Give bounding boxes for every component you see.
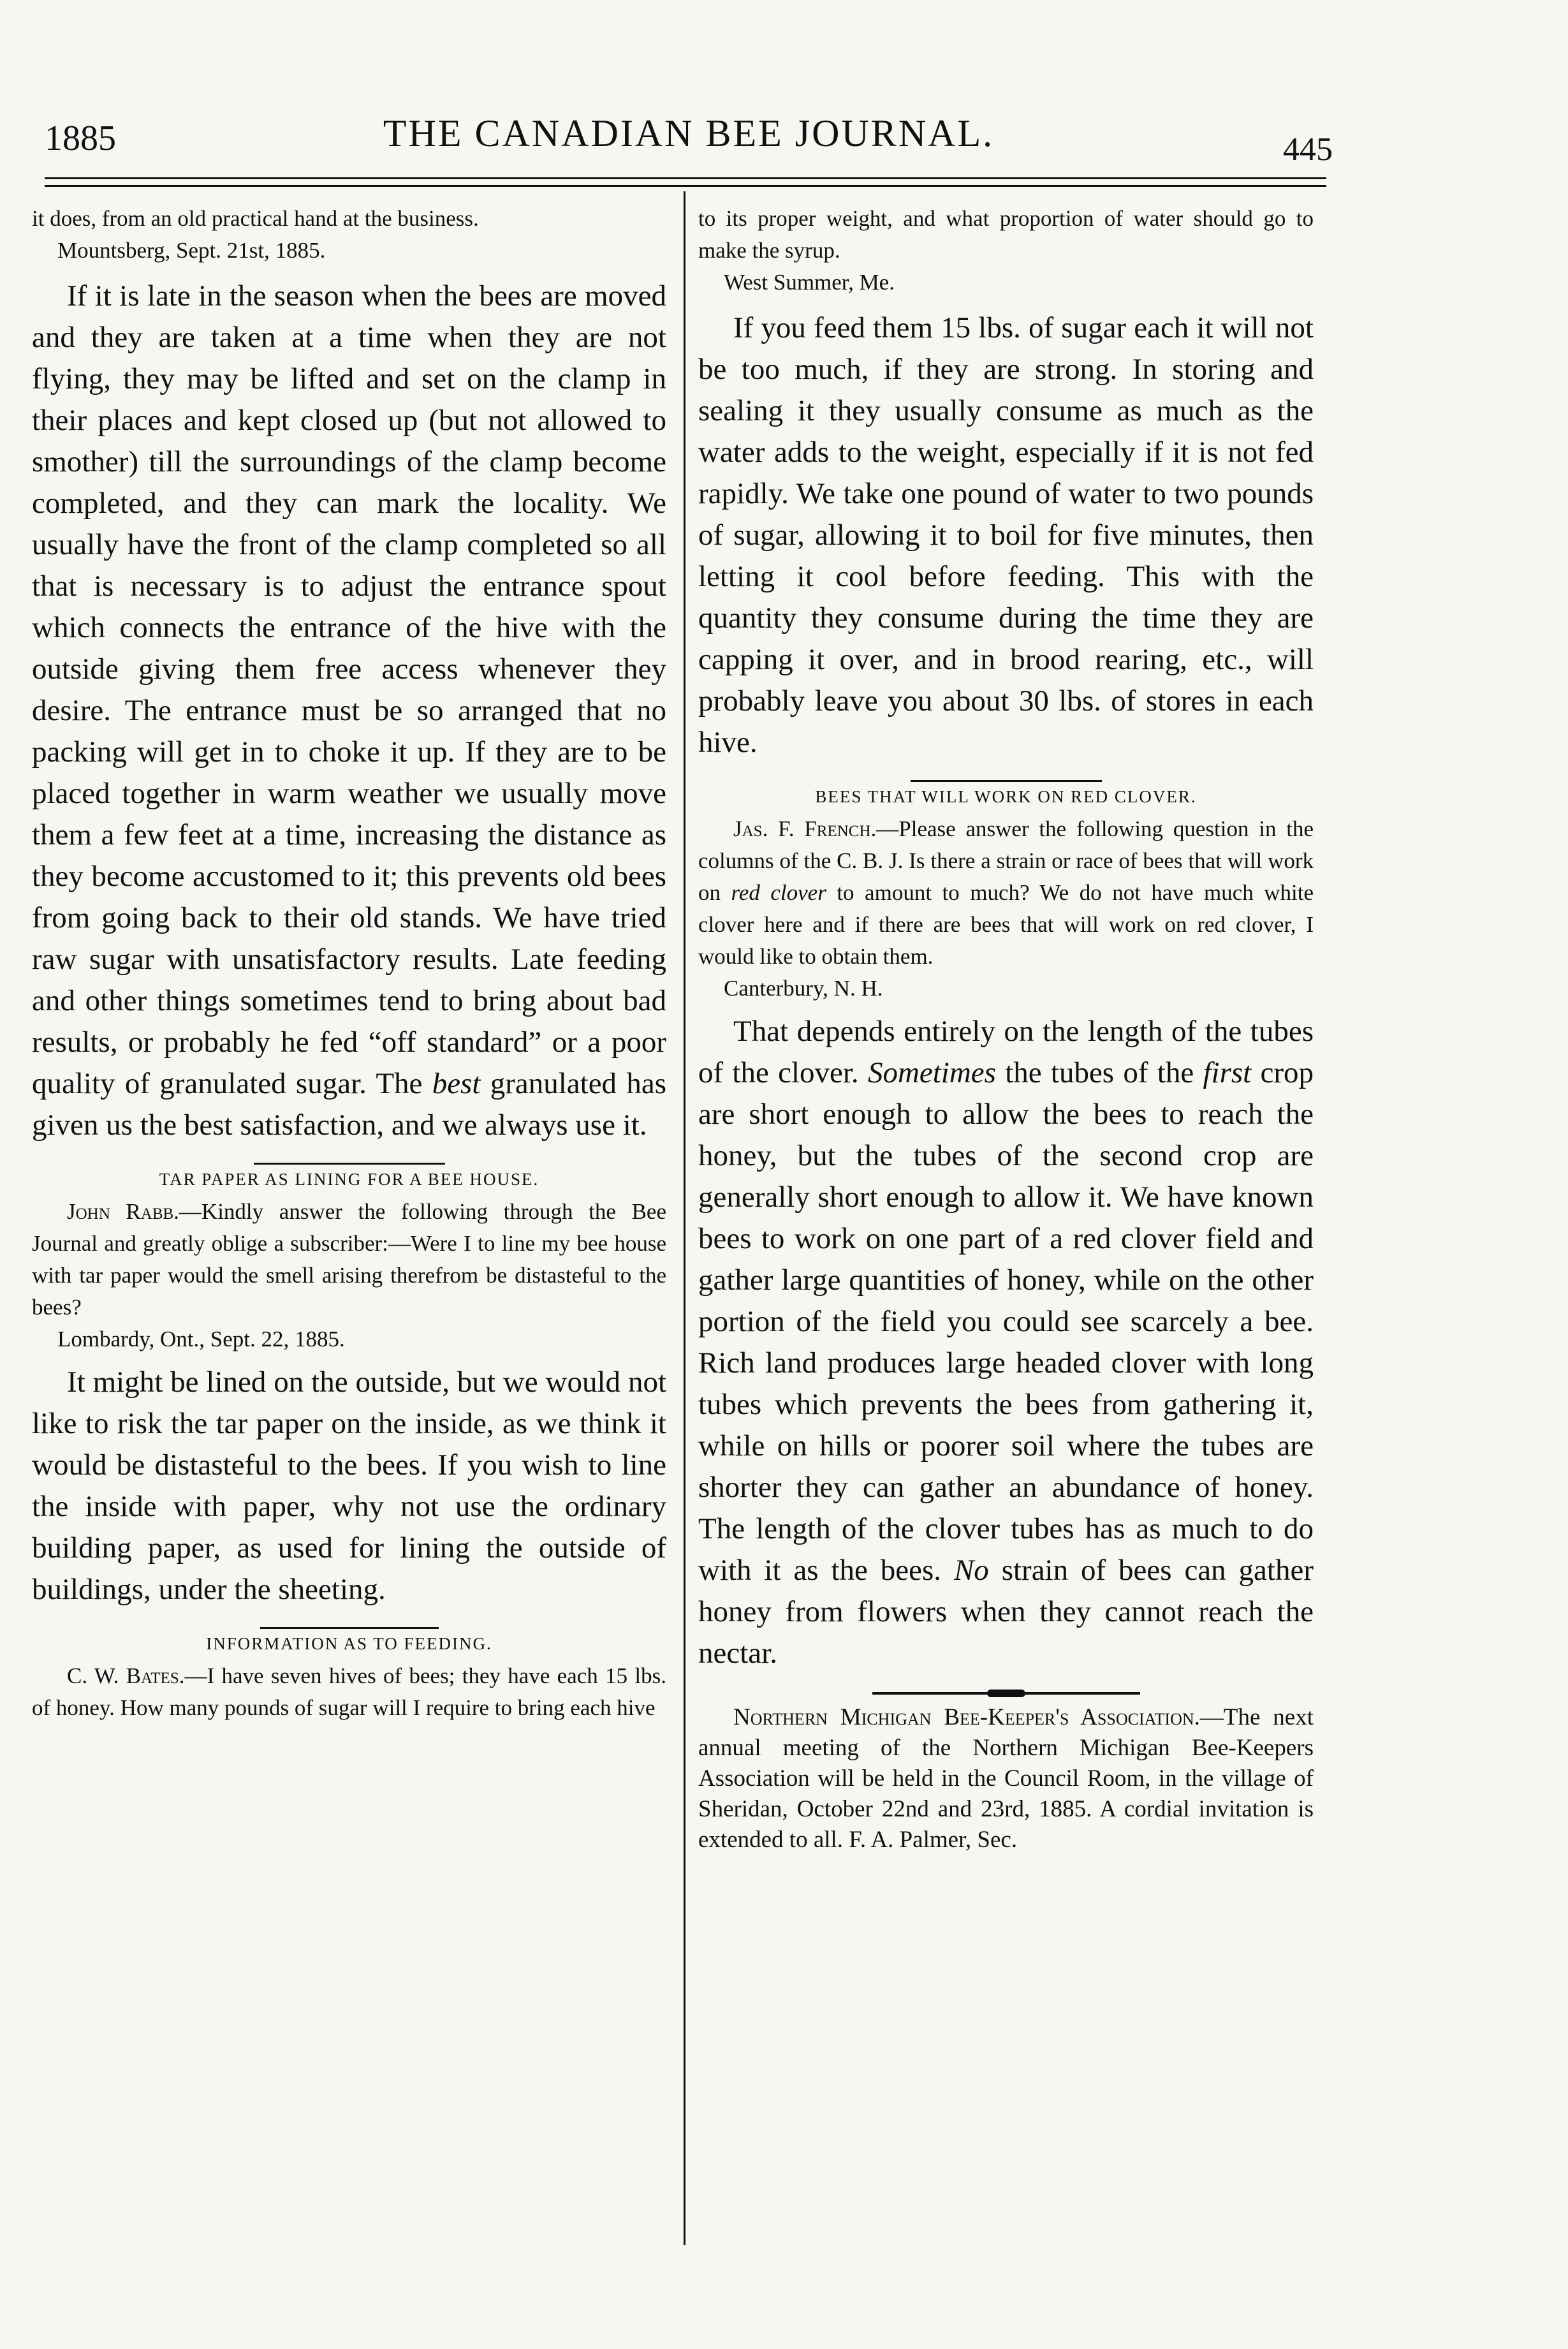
column-divider	[684, 191, 685, 2245]
editor-answer: It might be lined on the outside, but we would not like to risk the tar paper on the inside, as we think it would be distasteful to the bees. If you wish to line the inside with paper, why not use the ordinary building paper, as used for lining the outside of buildings, under the sheeting.	[32, 1366, 666, 1606]
header-year: 1885	[45, 119, 116, 158]
page-number: 445	[1283, 131, 1333, 168]
question-place: Lombardy, Ont., Sept. 22, 1885.	[57, 1327, 345, 1351]
journal-title: THE CANADIAN BEE JOURNAL.	[383, 112, 995, 154]
letter-end: it does, from an old practical hand at the business.	[32, 206, 479, 231]
editor-answer: If you feed them 15 lbs. of sugar each it will not be too much, if they are strong. In storing and sealing it they usually consume as much as the water adds to the weight, especially if it is not fed rapidly. We take one pound of water to two pounds of sugar, allowing it to boil for five minutes, then letting it cool before feeding. This with the quantity they consume during the time they are capping it over, and in brood rearing, etc., will probably leave you about 30 lbs. of stores in each hive.	[698, 311, 1314, 759]
section-separator	[254, 1163, 445, 1165]
editor-reply: If it is late in the season when the bees are moved and they are taken at a time when they are not flying, they may be lifted and set on the clamp in their places and kept closed up (but not allowed to smother) till the surroundings of the clamp become completed, and they can mark the locality. We usually have the front of the clamp completed so all that is necessary is to adjust the entrance spout which connects the entrance of the hive with the outside giving them free access whenever they desire. The entrance must be so arranged that no packing will get in to choke it up. If they are to be placed together in warm weather we usually move them a few feet at a time, increasing the distance as they become accustomed to it; this prevents old bees from going back to their old stands. We have tried raw sugar with unsatisfactory results. Late feeding and other things sometimes tend to bring about bad results, or probably he fed “off standard” or a poor quality of granulated sugar. The best granulated has given us the best satisfaction, and we always use it.	[32, 279, 666, 1142]
section-separator	[260, 1627, 439, 1629]
page-header	[45, 112, 1333, 169]
section-heading: TAR PAPER AS LINING FOR A BEE HOUSE.	[159, 1170, 539, 1189]
section-separator	[911, 780, 1102, 782]
left-column	[32, 203, 666, 1724]
editor-answer: That depends entirely on the length of the tubes of the clover. Sometimes the tubes of the first crop are short enough to allow the bees to reach the honey, but the tubes of the second crop are generally short enough to allow it. We have known bees to work on one part of a red clover field and gather large quantities of honey, while on the other portion of the field you could see scarcely a bee. Rich land produces large headed clover with long tubes which prevents the bees from gathering it, while on hills or poorer soil where the tubes are shorter they can gather an abundance of honey. The length of the clover tubes has as much to do with it as the bees. No strain of bees can gather honey from flowers when they cannot reach the nectar.	[698, 1015, 1314, 1670]
question-place: Canterbury, N. H.	[724, 976, 883, 1001]
header-rule-bottom	[45, 185, 1326, 187]
question-letter: C. W. Bates.—I have seven hives of bees; they have each 15 lbs. of honey. How many pounds of sugar will I require to bring each hive	[32, 1663, 666, 1720]
ornament-separator	[872, 1692, 1140, 1695]
question-letter: Jas. F. French.—Please answer the following question in the columns of the C. B. J. Is there a strain or race of bees that will work on red clover to amount to much? We do not have much white clover here and if there are bees that will work on red clover, I would like to obtain them.	[698, 816, 1314, 969]
right-column	[698, 203, 1314, 1855]
association-notice: Northern Michigan Bee-Keeper's Association.—The next annual meeting of the Northern Michigan Bee-Keepers Association will be held in the Council Room, in the village of Sheridan, October 22nd and 23rd, 1885. A cordial invitation is extended to all. F. A. Palmer, Sec.	[698, 1704, 1314, 1853]
header-rule-top	[45, 177, 1326, 179]
question-place: West Summer, Me.	[724, 270, 895, 295]
question-continued: to its proper weight, and what proportion of water should go to make the syrup.	[698, 206, 1314, 263]
section-heading: INFORMATION AS TO FEEDING.	[206, 1634, 492, 1653]
letter-place: Mountsberg, Sept. 21st, 1885.	[57, 238, 326, 263]
section-heading: BEES THAT WILL WORK ON RED CLOVER.	[815, 787, 1197, 806]
question-letter: John Rabb.—Kindly answer the following through the Bee Journal and greatly oblige a subscriber:—Were I to line my bee house with tar paper would the smell arising therefrom be distasteful to the bees?	[32, 1199, 666, 1320]
